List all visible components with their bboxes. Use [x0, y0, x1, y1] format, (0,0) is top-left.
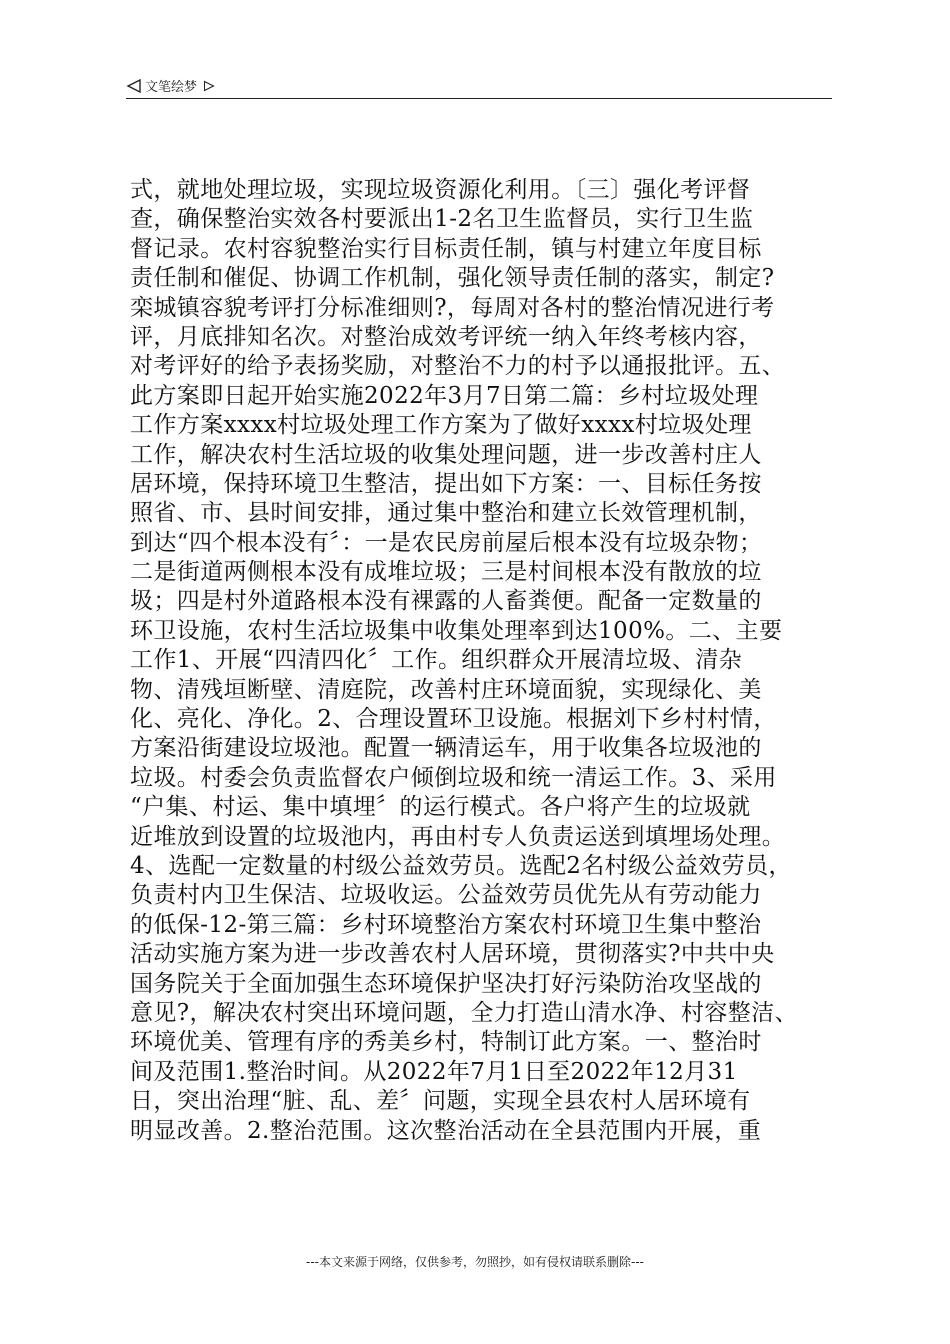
header-title: 文笔绘梦 [145, 80, 198, 95]
text-line: 近堆放到设置的垃圾池内，再由村专人负责运送到填埋场处理。 [130, 823, 786, 850]
page-header [126, 74, 832, 99]
triangle-right-icon [203, 80, 215, 92]
text-line: 化、亮化、净化。2、合理设置环卫设施。根据刘下乡村村情， [130, 706, 777, 733]
text-line: 工作方案xxxx村垃圾处理工作方案为了做好xxxx村垃圾处理 [130, 412, 752, 439]
text-line: 责任制和催促、协调工作机制，强化领导责任制的落实，制定? [130, 265, 775, 292]
text-line: 工作，解决农村生活垃圾的收集处理问题，进一步改善村庄人 [130, 441, 762, 468]
triangle-left-icon [126, 78, 142, 94]
text-line: 国务院关于全面加强生态环境保护坚决打好污染防治攻坚战的 [130, 970, 762, 997]
text-line: 环卫设施，农村生活垃圾集中收集处理率到达100%。二、主要 [130, 617, 783, 644]
text-line: 工作1、开展“四清四化〞工作。组织群众开展清垃圾、清杂 [130, 647, 743, 674]
text-line: 负责村内卫生保洁、垃圾收运。公益效劳员优先从有劳动能力 [130, 882, 762, 909]
text-line: 环境优美、管理有序的秀美乡村，特制订此方案。一、整治时 [130, 1029, 762, 1056]
body-text [130, 176, 836, 1146]
text-line: 明显改善。2.整治范围。这次整治活动在全县范围内开展，重 [130, 1117, 762, 1144]
text-line: 督记录。农村容貌整治实行目标责任制，镇与村建立年度目标 [130, 235, 762, 262]
text-line: 查，确保整治实效各村要派出1-2名卫生监督员，实行卫生监 [130, 206, 754, 233]
text-line: “户集、村运、集中填埋〞的运行模式。各户将产生的垃圾就 [130, 794, 751, 821]
text-line: 居环境，保持环境卫生整洁，提出如下方案：一、目标任务按 [130, 470, 762, 497]
text-line: 4、选配一定数量的村级公益效劳员。选配2名村级公益效劳员， [130, 852, 792, 879]
text-line: 照省、市、县时间安排，通过集中整治和建立长效管理机制， [130, 500, 762, 527]
text-line: 方案沿街建设垃圾池。配置一辆清运车，用于收集各垃圾池的 [130, 735, 762, 762]
text-line: 意见?，解决农村突出环境问题，全力打造山清水净、村容整洁、 [130, 999, 798, 1026]
text-line: 二是街道两侧根本没有成堆垃圾；三是村间根本没有散放的垃 [130, 559, 762, 586]
text-line: 对考评好的给予表扬奖励，对整治不力的村予以通报批评。五、 [130, 353, 786, 380]
text-line: 栾城镇容貌考评打分标准细则?，每周对各村的整治情况进行考 [130, 294, 775, 321]
text-line: 圾；四是村外道路根本没有裸露的人畜粪便。配备一定数量的 [130, 588, 762, 615]
header-brand [126, 76, 215, 95]
text-line: 活动实施方案为进一步改善农村人居环境，贯彻落实?中共中央 [130, 941, 775, 968]
text-line: 物、清残垣断壁、清庭院，改善村庄环境面貌，实现绿化、美 [130, 676, 762, 703]
text-line: 式，就地处理垃圾，实现垃圾资源化利用。〔三〕强化考评督 [130, 177, 751, 203]
text-line: 日，突出治理“脏、乱、差〞问题，实现全县农村人居环境有 [130, 1088, 751, 1115]
footer-disclaimer: ---本文来源于网络，仅供参考，勿照抄，如有侵权请联系删除--- [306, 1255, 644, 1269]
text-line: 垃圾。村委会负责监督农户倾倒垃圾和统一清运工作。3、采用 [130, 764, 777, 791]
text-line: 的低保-12-第三篇：乡村环境整治方案农村环境卫生集中整治 [130, 911, 762, 938]
text-line: 此方案即日起开始实施2022年3月7日第二篇：乡村垃圾处理 [130, 382, 759, 409]
text-line: 评，月底排知名次。对整治成效考评统一纳入年终考核内容， [130, 323, 762, 350]
text-line: 到达“四个根本没有〞：一是农民房前屋后根本没有垃圾杂物； [130, 529, 763, 556]
text-line: 间及范围1.整治时间。从2022年7月1日至2022年12月31 [130, 1058, 738, 1085]
